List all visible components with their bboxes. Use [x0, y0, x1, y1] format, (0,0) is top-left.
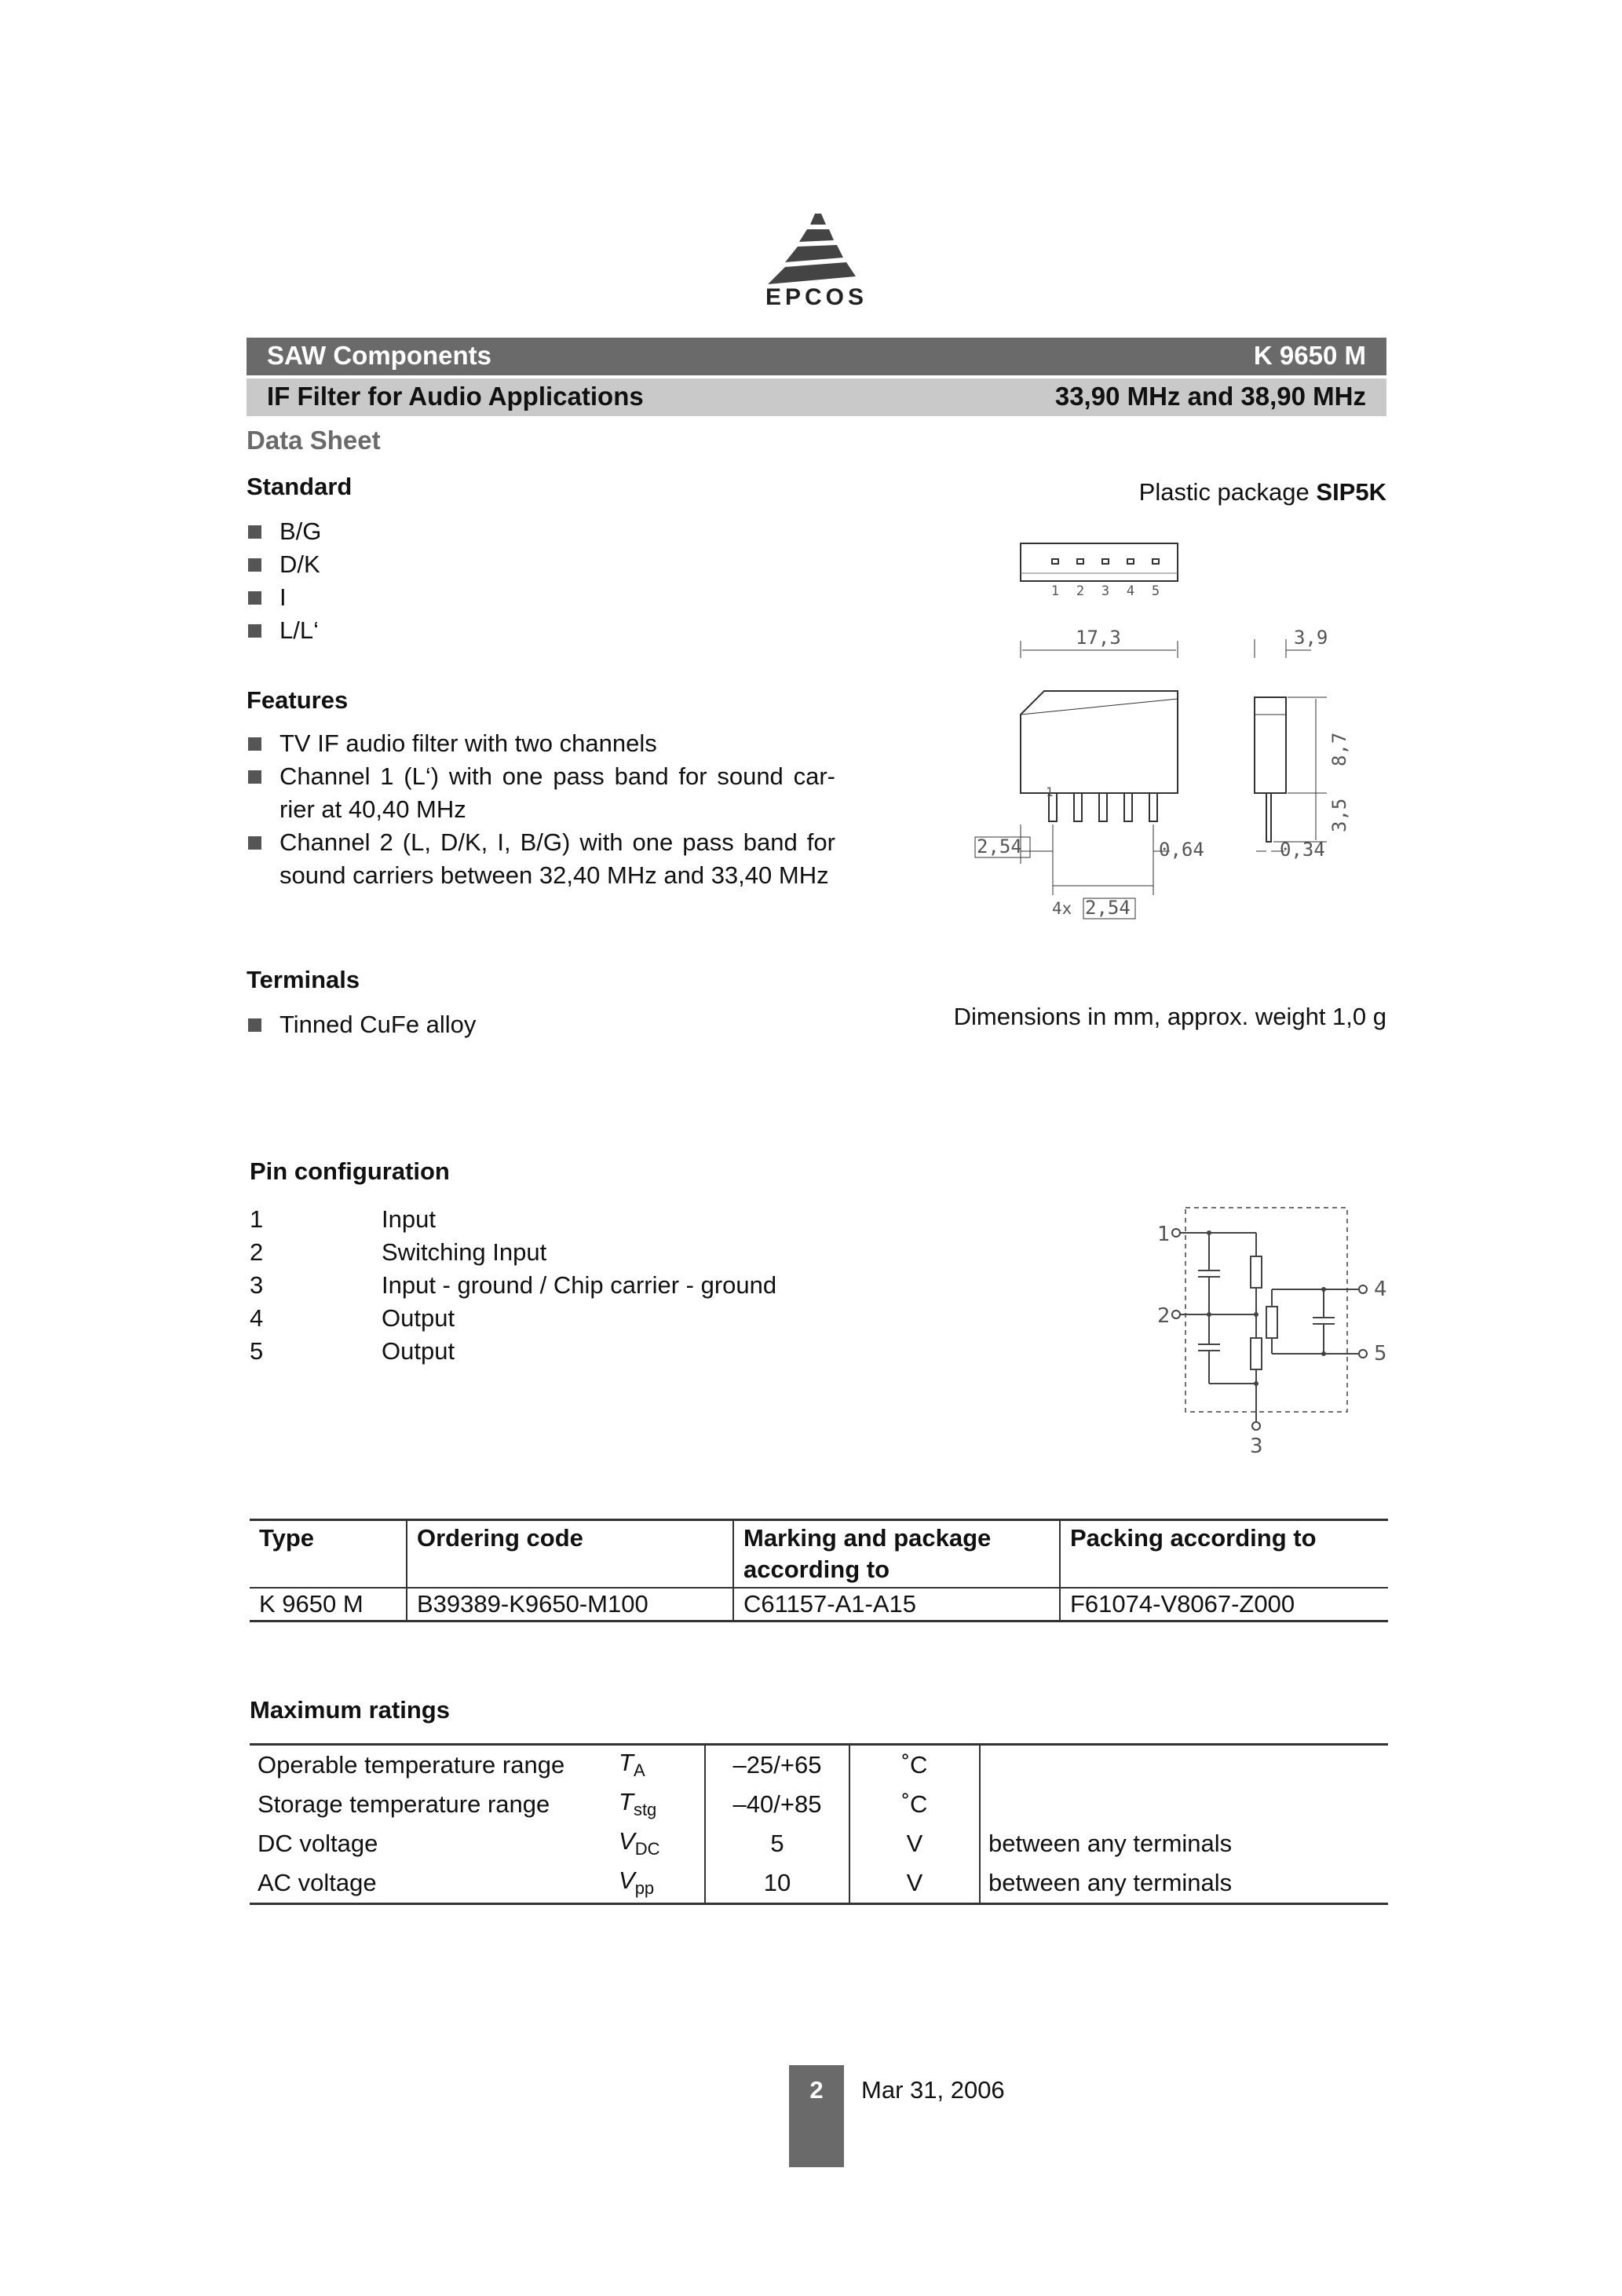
column-header: Ordering code: [407, 1520, 733, 1589]
pin-terminal: [1359, 1285, 1367, 1293]
schematic-label: 1: [1157, 1223, 1171, 1246]
top-view-body: [1021, 543, 1178, 581]
resistor: [1251, 1256, 1262, 1288]
pin-number: 3: [1101, 583, 1110, 599]
pin-config-list: [250, 1203, 776, 1368]
schematic-label: 4: [1374, 1278, 1387, 1301]
pin: [1149, 793, 1157, 821]
pin-schematic: [1146, 1200, 1397, 1467]
dim-pitch: 2,54: [1085, 897, 1131, 919]
rating-param: Operable temperature range: [258, 1751, 565, 1779]
standard-list: [247, 515, 843, 647]
list-item: TV IF audio filter with two channels: [247, 727, 835, 760]
rating-symbol: V: [619, 1827, 635, 1855]
features-list: [247, 727, 835, 892]
rating-symbol: T: [619, 1749, 634, 1777]
header-bar-category: [247, 338, 1386, 375]
list-item: Channel 1 (L‘) with one pass band for sound car-rier at 40,40 MHz: [247, 760, 835, 826]
pin-function: Switching Input: [382, 1238, 547, 1266]
pin-number: 4: [1126, 583, 1135, 599]
table-row: [250, 1863, 1388, 1904]
package-drawing: [974, 526, 1413, 966]
pin-number: 4: [250, 1304, 264, 1332]
pin-pad: [1127, 559, 1134, 564]
pin-terminal: [1172, 1229, 1180, 1237]
pin-row: [250, 1269, 776, 1302]
table-cell: B39389-K9650-M100: [407, 1588, 733, 1621]
schematic-label: 3: [1250, 1435, 1263, 1458]
pin-number: 1: [1050, 583, 1060, 599]
pin-terminal: [1359, 1350, 1367, 1358]
pin-row: [250, 1302, 776, 1335]
max-ratings-title: Maximum ratings: [250, 1696, 450, 1724]
pin-function: Output: [382, 1337, 455, 1365]
pin-side: [1266, 793, 1271, 842]
column-header: Marking and package according to: [733, 1520, 1060, 1589]
dim-depth: 3,9: [1294, 627, 1328, 649]
pin-config-title: Pin configuration: [250, 1157, 450, 1185]
list-item: D/K: [247, 548, 843, 581]
pin-number: 2: [250, 1238, 264, 1266]
header-frequencies: 33,90 MHz and 38,90 MHz: [1054, 382, 1366, 411]
pin-function: Input - ground / Chip carrier - ground: [382, 1271, 777, 1299]
features-title: Features: [247, 686, 349, 714]
pin: [1099, 793, 1107, 821]
pin-terminal: [1252, 1422, 1260, 1430]
column-header: Type: [250, 1520, 407, 1589]
footer-date: Mar 31, 2006: [861, 2076, 1005, 2104]
list-item: Channel 2 (L, D/K, I, B/G) with one pass band for sound carriers between 32,40 MHz and 33,40 MHz: [247, 826, 835, 892]
pin-function: Input: [382, 1205, 436, 1233]
rating-note: between any terminals: [988, 1830, 1233, 1857]
side-view-body: [1255, 697, 1286, 793]
rating-param: Storage temperature range: [258, 1790, 550, 1818]
list-item: Tinned CuFe alloy: [247, 1008, 843, 1041]
dim-pin-width: 0,64: [1159, 839, 1204, 861]
header-part-number: K 9650 M: [1253, 341, 1366, 370]
column-header: Packing according to: [1070, 1524, 1317, 1552]
schematic-label: 2: [1157, 1304, 1171, 1328]
rating-symbol: V: [619, 1866, 635, 1895]
dim-pin-thickness: 0,34: [1280, 839, 1325, 861]
rating-symbol-sub: pp: [634, 1878, 655, 1899]
dim-width: 17,3: [1076, 627, 1121, 649]
ordering-table: [250, 1519, 1388, 1622]
rating-value: 10: [705, 1863, 849, 1904]
package-name: SIP5K: [1316, 478, 1386, 506]
header-bar-product: [247, 378, 1386, 416]
rating-param: AC voltage: [258, 1869, 377, 1896]
pin-number: 5: [250, 1337, 264, 1365]
rating-value: 5: [705, 1824, 849, 1863]
table-cell: F61074-V8067-Z000: [1070, 1590, 1295, 1618]
rating-symbol-sub: A: [633, 1760, 645, 1781]
table-row: [250, 1824, 1388, 1863]
doc-type: Data Sheet: [247, 426, 381, 455]
pin-row: [250, 1236, 776, 1269]
pin: [1124, 793, 1132, 821]
dim-pitch-count: 4x: [1052, 899, 1072, 918]
table-cell: C61157-A1-A15: [733, 1588, 1060, 1621]
resistor: [1266, 1307, 1277, 1338]
pin-terminal: [1172, 1311, 1180, 1318]
page-number: 2: [789, 2065, 844, 2167]
rating-param: DC voltage: [258, 1830, 378, 1857]
pin-pad: [1077, 559, 1083, 564]
pin-pad: [1153, 559, 1159, 564]
header-category: SAW Components: [267, 341, 491, 370]
list-item: I: [247, 581, 843, 614]
pin-number: 3: [250, 1271, 264, 1299]
package-caption: Dimensions in mm, approx. weight 1,0 g: [953, 1003, 1386, 1030]
dim-pin-length: 3,5: [1328, 798, 1350, 832]
list-item: B/G: [247, 515, 843, 548]
rating-symbol-sub: stg: [633, 1800, 657, 1820]
rating-note: between any terminals: [988, 1869, 1233, 1896]
pin: [1074, 793, 1082, 821]
dim-pin-offset: 2,54: [977, 835, 1022, 857]
pin-number: 2: [1076, 583, 1085, 599]
pin-row: [250, 1335, 776, 1368]
rating-unit: V: [849, 1863, 980, 1904]
list-item: L/L‘: [247, 614, 843, 647]
rating-value: –25/+65: [705, 1745, 849, 1786]
rating-symbol-sub: DC: [634, 1839, 660, 1859]
terminals-list: [247, 1008, 843, 1041]
rating-unit: V: [849, 1824, 980, 1863]
table-row: [250, 1785, 1388, 1824]
table-header-row: [250, 1520, 1388, 1589]
pin1-marker: 1: [1046, 784, 1054, 799]
pin-row: [250, 1203, 776, 1236]
header-product: IF Filter for Audio Applications: [267, 382, 644, 411]
max-ratings-table: [250, 1743, 1388, 1905]
resistor: [1251, 1338, 1262, 1369]
pin-pad: [1052, 559, 1058, 564]
brand-name: EPCOS: [765, 284, 868, 310]
rating-value: –40/+85: [705, 1785, 849, 1824]
pin-function: Output: [382, 1304, 455, 1332]
terminals-title: Terminals: [247, 966, 360, 993]
pin-pad: [1102, 559, 1109, 564]
table-row: [250, 1745, 1388, 1786]
package-label: [1021, 476, 1386, 509]
table-row: [250, 1588, 1388, 1621]
rating-note: [980, 1745, 1388, 1786]
pin-number: 1: [250, 1205, 264, 1233]
standard-title: Standard: [247, 473, 353, 500]
table-cell: K 9650 M: [250, 1588, 407, 1621]
package-label-prefix: Plastic package: [1138, 478, 1310, 506]
rating-note: [980, 1785, 1388, 1824]
schematic-label: 5: [1374, 1342, 1387, 1366]
pin-number: 5: [1151, 583, 1160, 599]
rating-unit: ˚C: [849, 1745, 980, 1786]
rating-symbol: T: [619, 1788, 634, 1816]
rating-unit: ˚C: [849, 1785, 980, 1824]
dim-height: 8,7: [1328, 732, 1350, 766]
